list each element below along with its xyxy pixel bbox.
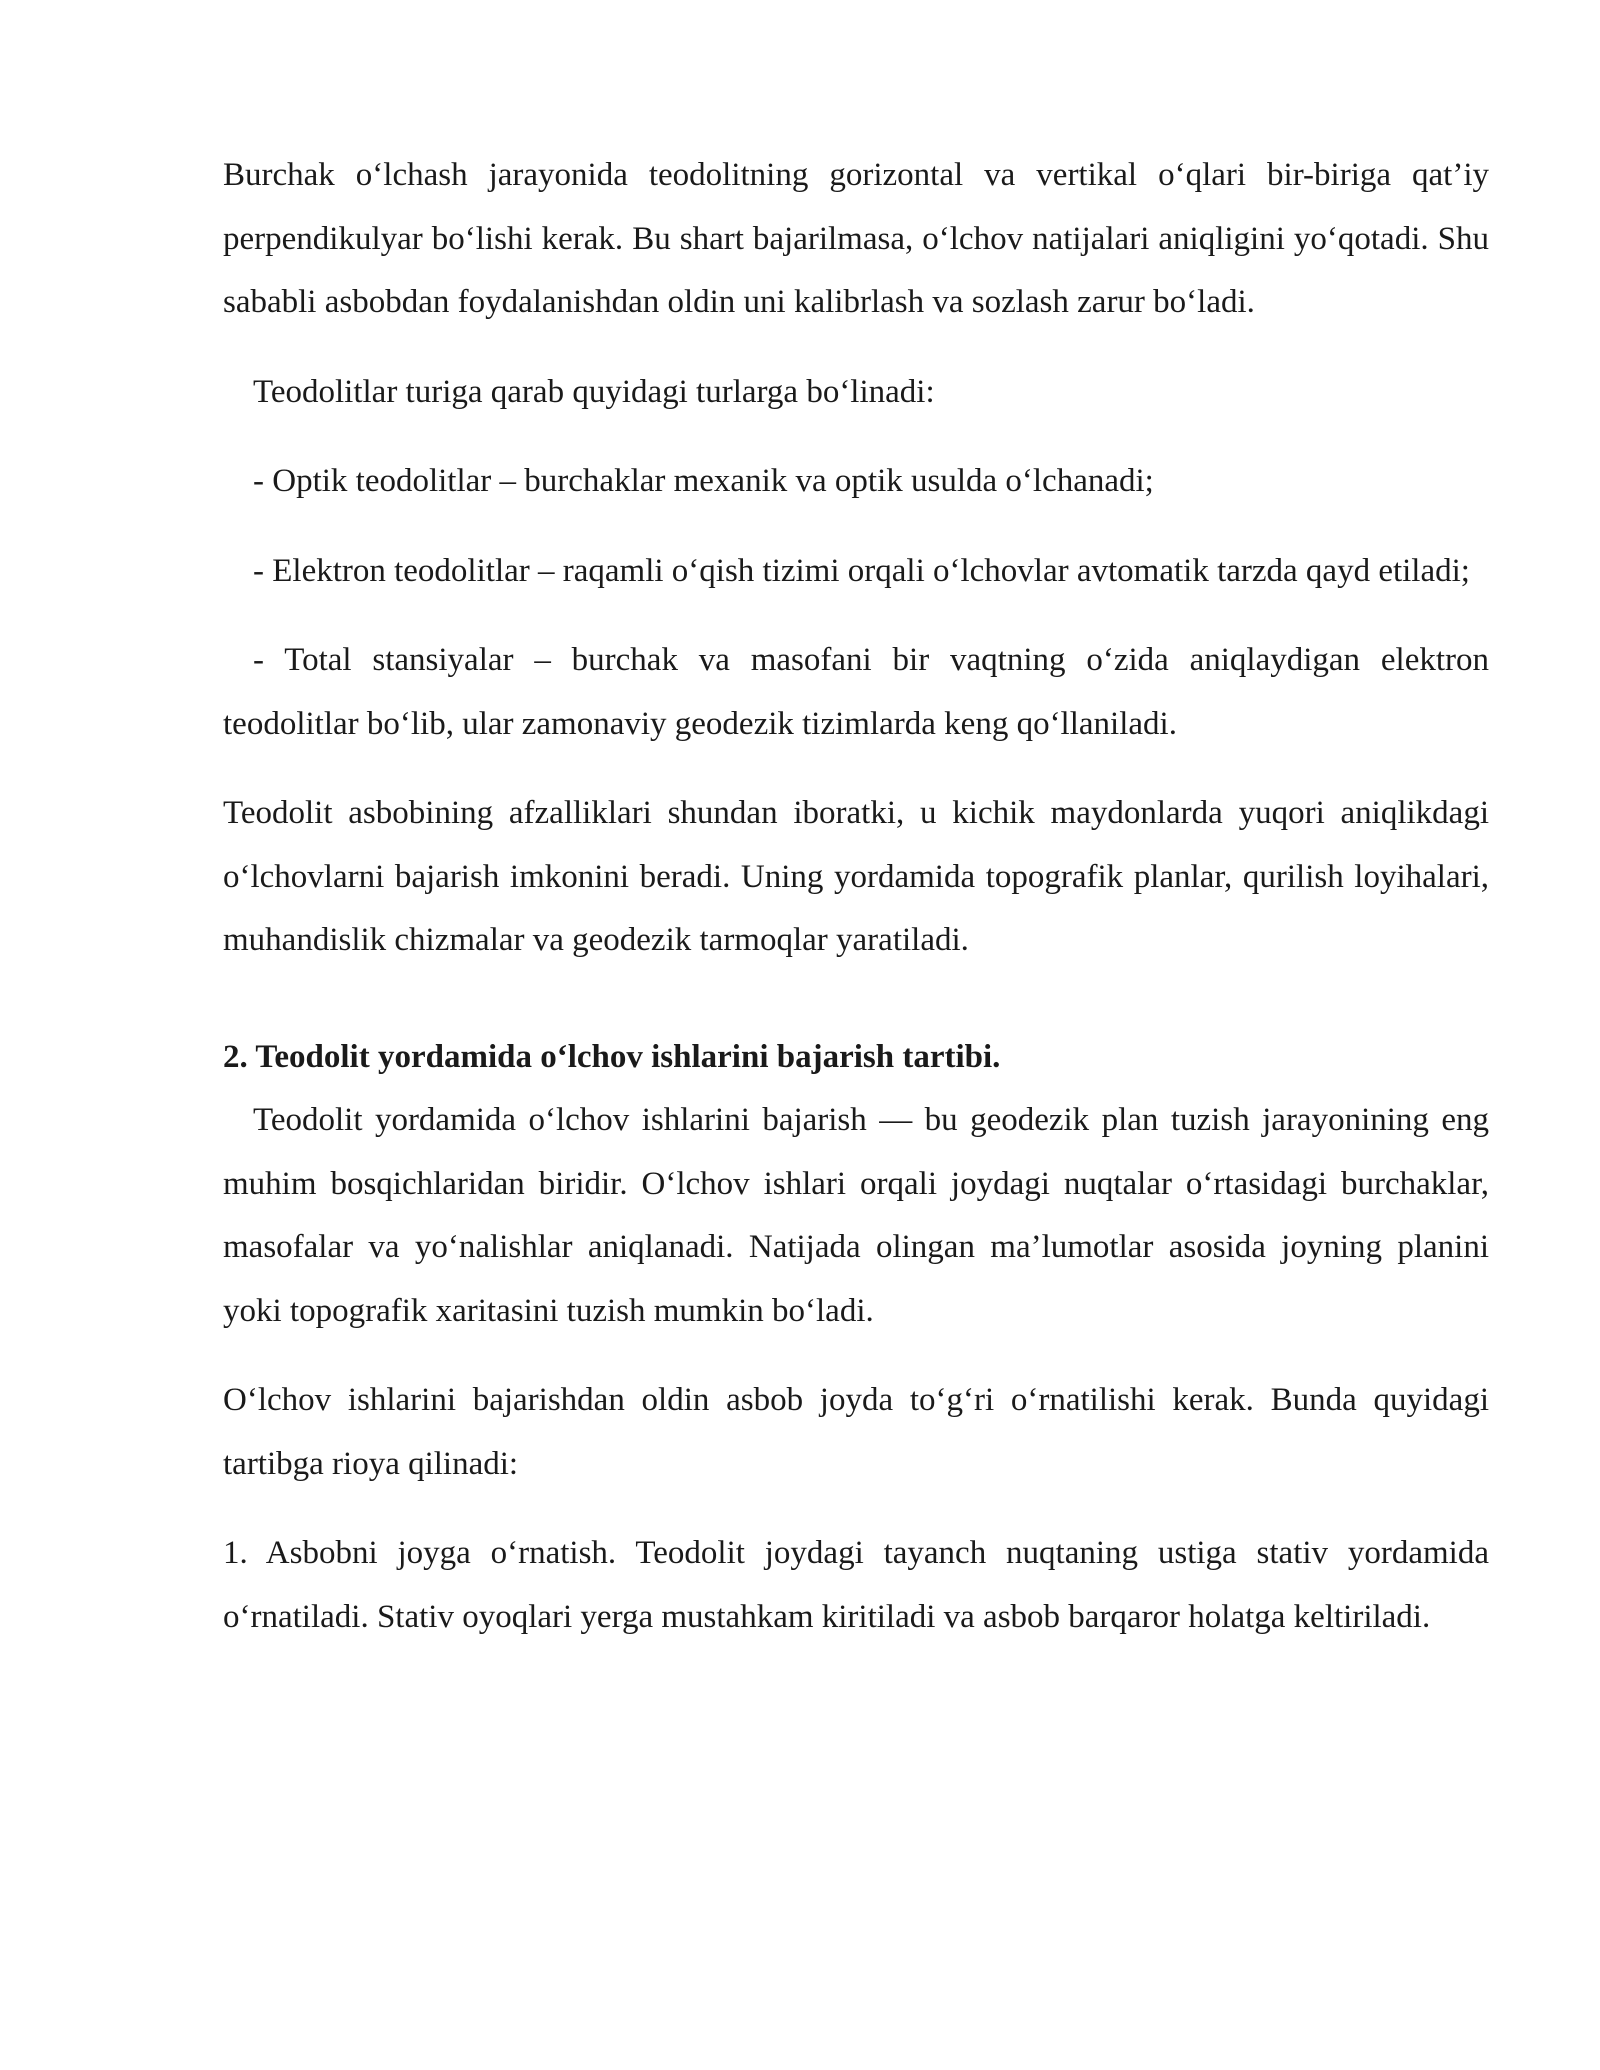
list-item-total-station: - Total stansiyalar – burchak va masofani bir vaqtning o‘zida aniqlaydigan elektron teodolitlar bo‘lib, ular zamonaviy geodezik tizimlarda keng qo‘llaniladi. bbox=[223, 642, 1489, 742]
section-heading: 2. Teodolit yordamida o‘lchov ishlarini bajarish tartibi. bbox=[223, 1038, 1001, 1075]
paragraph-procedure-intro: Teodolit yordamida o‘lchov ishlarini bajarish — bu geodezik plan tuzish jarayonining eng muhim bosqichlaridan biridir. O‘lchov ishlari orqali joydagi nuqtalar o‘rtasidagi burchaklar, masofalar va yo‘nalishlar aniqlanadi. Natijada olingan ma’lumotlar asosida joyning planini yoki topografik xaritasini tuzish mumkin bo‘ladi. bbox=[223, 1102, 1489, 1329]
list-item-optical: - Optik teodolitlar – burchaklar mexanik va optik usulda o‘lchanadi; bbox=[253, 463, 1154, 499]
paragraph-types-intro: Teodolitlar turiga qarab quyidagi turlarga bo‘linadi: bbox=[253, 373, 935, 410]
paragraph-step-1: 1. Asbobni joyga o‘rnatish. Teodolit joydagi tayanch nuqtaning ustiga stativ yordamida o‘rnatiladi. Stativ oyoqlari yerga mustahkam kiritiladi va asbob barqaror holatga keltiriladi. bbox=[223, 1535, 1489, 1635]
document-page bbox=[223, 144, 1489, 1649]
paragraph-advantages: Teodolit asbobining afzalliklari shundan iboratki, u kichik maydonlarda yuqori aniqlikdagi o‘lchovlarni bajarish imkonini beradi. Uning yordamida topografik planlar, qurilish loyihalari, muhandislik chizmalar va geodezik tarmoqlar yaratiladi. bbox=[223, 795, 1489, 958]
paragraph-calibration: Burchak o‘lchash jarayonida teodolitning gorizontal va vertikal o‘qlari bir-biriga qat’iy perpendikulyar bo‘lishi kerak. Bu shart bajarilmasa, o‘lchov natijalari aniqligini yo‘qotadi. Shu sababli asbobdan foydalanishdan oldin uni kalibrlash va sozlash zarur bo‘ladi. bbox=[223, 157, 1489, 320]
paragraph-setup-order: O‘lchov ishlarini bajarishdan oldin asbob joyda to‘g‘ri o‘rnatilishi kerak. Bunda quyidagi tartibga rioya qilinadi: bbox=[223, 1382, 1489, 1482]
list-item-electronic: - Elektron teodolitlar – raqamli o‘qish tizimi orqali o‘lchovlar avtomatik tarzda qayd etiladi; bbox=[253, 552, 1470, 589]
